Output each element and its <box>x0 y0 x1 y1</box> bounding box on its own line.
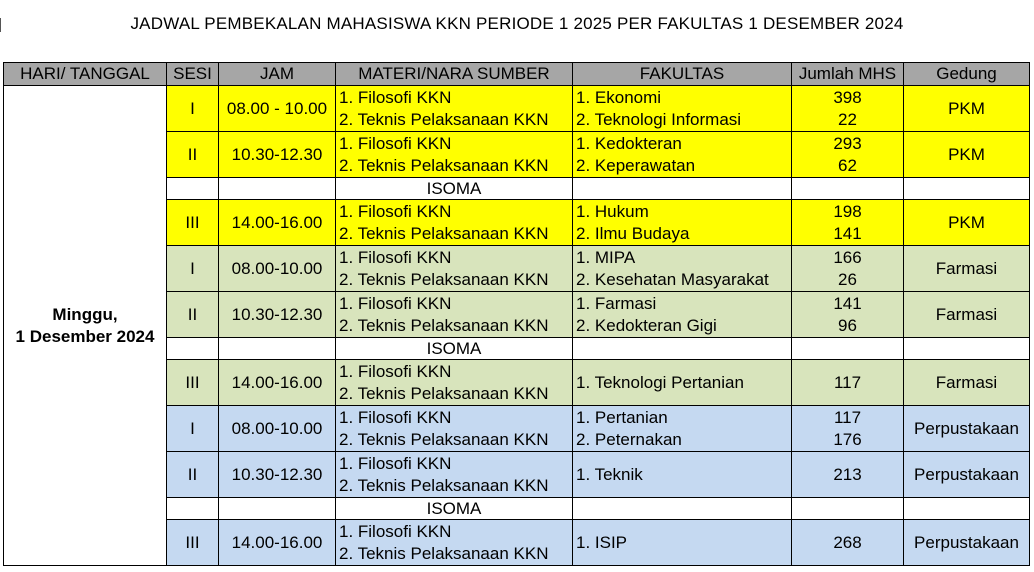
materi-line: 1. Filosofi KKN <box>339 361 452 381</box>
fakultas-cell <box>573 406 792 452</box>
materi-line: 1. Filosofi KKN <box>339 521 452 541</box>
materi-line: 1. Filosofi KKN <box>339 407 452 427</box>
materi-cell <box>336 406 573 452</box>
jumlah-cell <box>792 452 904 498</box>
gedung-cell: Farmasi <box>904 360 1030 406</box>
materi-cell <box>336 520 573 566</box>
header-jumlah-mhs: Jumlah MHS <box>792 63 904 86</box>
sesi-cell: I <box>167 86 219 132</box>
gedung-cell: Perpustakaan <box>904 520 1030 566</box>
rows.3.fakultas-line: 2. Kesehatan Masyarakat <box>576 269 769 289</box>
gedung-cell: PKM <box>904 132 1030 178</box>
rows.7.jumlah-line: 213 <box>833 464 862 484</box>
materi-line: 1. Filosofi KKN <box>339 87 452 107</box>
sesi-cell: III <box>167 520 219 566</box>
fakultas-cell <box>573 452 792 498</box>
rows.3.jumlah-line: 166 <box>833 247 862 267</box>
jumlah-cell <box>792 360 904 406</box>
materi-cell <box>336 132 573 178</box>
rows.0.jumlah-line: 22 <box>838 109 857 129</box>
gedung-cell: Farmasi <box>904 292 1030 338</box>
rows.4.jumlah-line: 141 <box>833 293 862 313</box>
materi-line: 2. Teknis Pelaksanaan KKN <box>339 223 549 243</box>
rows.3.fakultas-line: 1. MIPA <box>576 247 636 267</box>
gedung-cell: PKM <box>904 200 1030 246</box>
header-hari-tanggal: HARI/ TANGGAL <box>4 63 167 86</box>
isoma-label: ISOMA <box>336 498 573 520</box>
rows.6.fakultas-line: 2. Peternakan <box>576 429 682 449</box>
header-jam: JAM <box>219 63 336 86</box>
materi-line: 1. Filosofi KKN <box>339 201 452 221</box>
sesi-cell: I <box>167 406 219 452</box>
jam-cell: 08.00-10.00 <box>219 246 336 292</box>
materi-cell <box>336 246 573 292</box>
header-gedung: Gedung <box>904 63 1030 86</box>
header-fakultas: FAKULTAS <box>573 63 792 86</box>
jumlah-cell <box>792 132 904 178</box>
materi-line: 1. Filosofi KKN <box>339 133 452 153</box>
rows.7.fakultas-line: 1. Teknik <box>576 464 643 484</box>
rows.8.fakultas-line: 1. ISIP <box>576 532 628 552</box>
rows.2.jumlah-line: 141 <box>833 223 862 243</box>
rows.3.jumlah-line: 26 <box>838 269 857 289</box>
header-row <box>4 63 1030 86</box>
rows.1.jumlah-line: 293 <box>833 133 862 153</box>
gedung-cell: Perpustakaan <box>904 452 1030 498</box>
materi-line: 2. Teknis Pelaksanaan KKN <box>339 155 549 175</box>
sesi-cell: III <box>167 360 219 406</box>
gedung-cell: Perpustakaan <box>904 406 1030 452</box>
rows.1.fakultas-line: 1. Kedokteran <box>576 133 682 153</box>
fakultas-cell <box>573 86 792 132</box>
rows.6.jumlah-line: 117 <box>833 407 862 427</box>
materi-line: 2. Teknis Pelaksanaan KKN <box>339 543 549 563</box>
rows.2.fakultas-line: 2. Ilmu Budaya <box>576 223 690 243</box>
materi-line: 1. Filosofi KKN <box>339 293 452 313</box>
fakultas-cell <box>573 520 792 566</box>
sesi-cell: II <box>167 132 219 178</box>
jam-cell: 10.30-12.30 <box>219 292 336 338</box>
jam-cell: 10.30-12.30 <box>219 452 336 498</box>
materi-line: 2. Teknis Pelaksanaan KKN <box>339 429 549 449</box>
rows.5.jumlah-line: 117 <box>833 372 862 392</box>
isoma-label: ISOMA <box>336 178 573 200</box>
gedung-cell: Farmasi <box>904 246 1030 292</box>
jam-cell: 14.00-16.00 <box>219 200 336 246</box>
materi-line: 2. Teknis Pelaksanaan KKN <box>339 475 549 495</box>
header-materi: MATERI/NARA SUMBER <box>336 63 573 86</box>
rows.4.fakultas-line: 1. Farmasi <box>576 293 657 313</box>
materi-line: 1. Filosofi KKN <box>339 247 452 267</box>
fakultas-cell <box>573 292 792 338</box>
jam-cell: 08.00-10.00 <box>219 406 336 452</box>
materi-line: 2. Teknis Pelaksanaan KKN <box>339 315 549 335</box>
jam-cell: 14.00-16.00 <box>219 360 336 406</box>
document-title: JADWAL PEMBEKALAN MAHASISWA KKN PERIODE 1 2025 PER FAKULTAS 1 DESEMBER 2024 <box>130 14 904 33</box>
rows.5.fakultas-line: 1. Teknologi Pertanian <box>576 372 744 392</box>
schedule-table <box>3 62 1030 566</box>
fakultas-cell <box>573 200 792 246</box>
jumlah-cell <box>792 292 904 338</box>
jumlah-cell <box>792 406 904 452</box>
sesi-cell: III <box>167 200 219 246</box>
rows.1.fakultas-line: 2. Keperawatan <box>576 155 696 175</box>
jumlah-cell <box>792 246 904 292</box>
table-row <box>4 86 1030 132</box>
jam-cell: 14.00-16.00 <box>219 520 336 566</box>
materi-line: 2. Teknis Pelaksanaan KKN <box>339 269 549 289</box>
sesi-cell: II <box>167 292 219 338</box>
rows.6.jumlah-line: 176 <box>833 429 862 449</box>
materi-cell <box>336 452 573 498</box>
jumlah-cell <box>792 520 904 566</box>
rows.1.jumlah-line: 62 <box>838 155 857 175</box>
jumlah-cell <box>792 86 904 132</box>
sesi-cell: II <box>167 452 219 498</box>
jam-cell: 10.30-12.30 <box>219 132 336 178</box>
rows.4.fakultas-line: 2. Kedokteran Gigi <box>576 315 717 335</box>
rows.0.fakultas-line: 1. Ekonomi <box>576 87 662 107</box>
rows.6.fakultas-line: 1. Pertanian <box>576 407 668 427</box>
rows.0.jumlah-line: 398 <box>833 87 862 107</box>
header-sesi: SESI <box>167 63 219 86</box>
materi-cell <box>336 200 573 246</box>
materi-cell <box>336 292 573 338</box>
materi-line: 2. Teknis Pelaksanaan KKN <box>339 383 549 403</box>
materi-line: 2. Teknis Pelaksanaan KKN <box>339 109 549 129</box>
day-date: 1 Desember 2024 <box>15 326 155 346</box>
materi-cell <box>336 86 573 132</box>
rows.8.jumlah-line: 268 <box>833 532 862 552</box>
fakultas-cell <box>573 132 792 178</box>
sesi-cell: I <box>167 246 219 292</box>
gedung-cell: PKM <box>904 86 1030 132</box>
isoma-label: ISOMA <box>336 338 573 360</box>
fakultas-cell <box>573 360 792 406</box>
materi-cell <box>336 360 573 406</box>
rows.2.jumlah-line: 198 <box>833 201 862 221</box>
jumlah-cell <box>792 200 904 246</box>
rows.4.jumlah-line: 96 <box>838 315 857 335</box>
jam-cell: 08.00 - 10.00 <box>219 86 336 132</box>
rows.0.fakultas-line: 2. Teknologi Informasi <box>576 109 742 129</box>
day-cell <box>4 86 167 566</box>
rows.2.fakultas-line: 1. Hukum <box>576 201 649 221</box>
materi-line: 1. Filosofi KKN <box>339 453 452 473</box>
day-name: Minggu, <box>52 304 118 324</box>
fakultas-cell <box>573 246 792 292</box>
